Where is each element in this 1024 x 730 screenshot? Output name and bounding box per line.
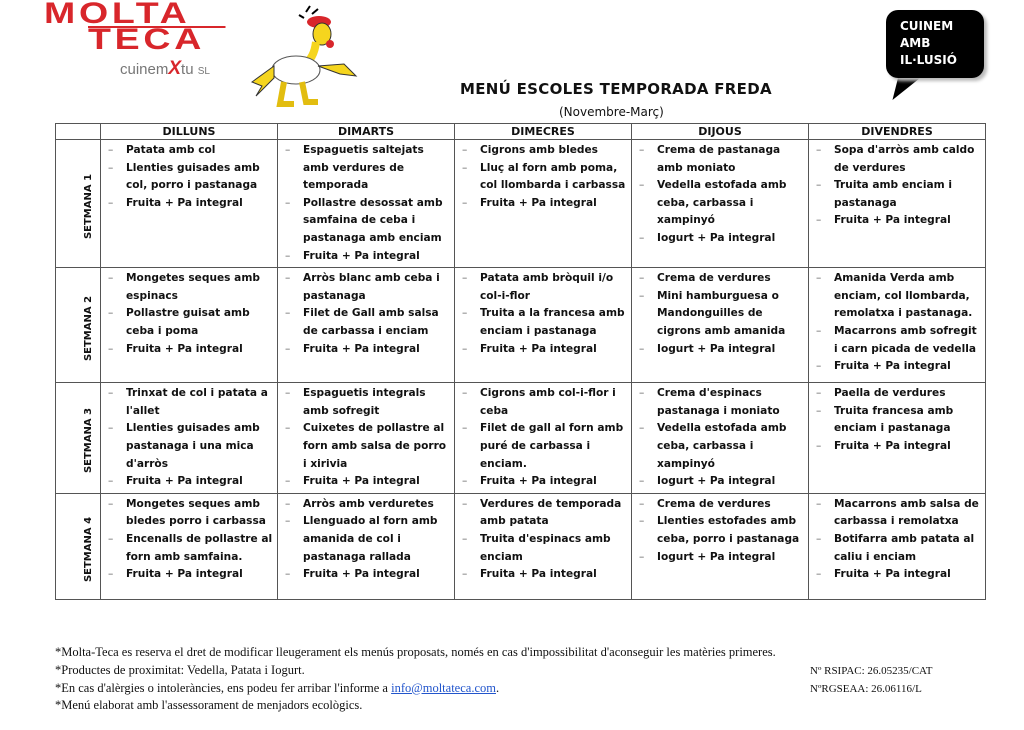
dish-item: – Lluç al forn amb poma, col llombarda i carbassa [460,160,627,195]
dish-item: – Fruita + Pa integral [814,358,981,376]
dish-item: – Espaguetis saltejats amb verdures de temporada [283,142,450,195]
dish-item: – Fruita + Pa integral [814,566,981,584]
dish-item: – Fruita + Pa integral [283,566,450,584]
speech-bubble [886,10,984,78]
week-row [56,383,986,494]
tag-pre: cuinem [120,61,169,78]
dish-item: – Filet de Gall amb salsa de carbassa i enciam [283,305,450,340]
dish-item: – Amanida Verda amb enciam, col llombarda, remolatxa i pastanaga. [814,270,981,323]
dish-item: – Cigrons amb bledes [460,142,627,160]
menu-cell [632,268,809,383]
dish-item: – Mongetes seques amb bledes porro i carbassa [106,496,273,531]
footer-note: *Productes de proximitat: Vedella, Patata i Iogurt. [55,662,305,677]
menu-cell [809,493,986,599]
footer-note: *Molta-Teca es reserva el dret de modificar lleugerament els menús proposats, només en cas d'impossibilitat d'aconseguir les matèries primeres. [55,645,776,659]
dish-item: – Truita d'espinacs amb enciam [460,531,627,566]
dish-item: – Iogurt + Pa integral [637,230,804,248]
menu-cell [632,140,809,268]
dish-item: – Fruita + Pa integral [460,566,627,584]
dish-item: – Fruita + Pa integral [106,473,273,491]
dish-item: – Fruita + Pa integral [106,566,273,584]
dish-item: – Pollastre desossat amb samfaina de ceba i pastanaga amb enciam [283,195,450,248]
dish-item: – Crema de verdures [637,496,804,514]
week-row [56,493,986,599]
menu-cell [632,493,809,599]
dish-item: – Truita francesa amb enciam i pastanaga [814,403,981,438]
dish-item: – Fruita + Pa integral [283,248,450,266]
dish-item: – Trinxat de col i patata a l'allet [106,385,273,420]
dish-item: – Iogurt + Pa integral [637,473,804,491]
menu-cell [632,383,809,494]
dish-item: – Fruita + Pa integral [814,212,981,230]
dish-item: – Mongetes seques amb espinacs [106,270,273,305]
page-title: MENÚ ESCOLES TEMPORADA FREDA [460,80,772,98]
dish-item: – Fruita + Pa integral [814,438,981,456]
menu-table [55,123,986,600]
footer-note [55,680,776,698]
dish-item: – Arròs blanc amb ceba i pastanaga [283,270,450,305]
day-header-dimarts: DIMARTS [278,124,455,140]
rgseaa-number: NºRGSEAA: 26.06116/L [810,683,922,695]
chicken-mascot-icon [244,4,366,108]
dish-item: – Llenties estofades amb ceba, porro i pastanaga [637,513,804,548]
day-header-divendres: DIVENDRES [809,124,986,140]
day-header-dimecres: DIMECRES [455,124,632,140]
menu-cell [101,268,278,383]
bubble-line: AMB [900,36,931,50]
dish-item: – Espaguetis integrals amb sofregit [283,385,450,420]
dish-item: – Iogurt + Pa integral [637,549,804,567]
tag-post: tu [181,61,194,78]
week-label: SETMANA 2 [83,295,95,361]
dish-item: – Paella de verdures [814,385,981,403]
menu-cell [101,140,278,268]
dish-item: – Iogurt + Pa integral [637,341,804,359]
menu-cell [455,383,632,494]
dish-item: – Fruita + Pa integral [106,341,273,359]
dish-item: – Patata amb bròquil i/o col-i-flor [460,270,627,305]
menu-cell [455,140,632,268]
menu-cell [809,140,986,268]
dish-item: – Fruita + Pa integral [460,473,627,491]
dish-item: – Fruita + Pa integral [460,341,627,359]
tag-x: X [168,58,182,79]
menu-cell [101,383,278,494]
week-label: SETMANA 3 [83,408,95,474]
table-header-row [56,124,986,140]
dish-item: – Macarrons amb salsa de carbassa i remolatxa [814,496,981,531]
menu-cell [455,493,632,599]
dish-item: – Botifarra amb patata al caliu i enciam [814,531,981,566]
note-text: . [495,680,500,695]
dish-item: – Crema de verdures [637,270,804,288]
dish-item: – Mini hamburguesa o Mandonguilles de cigrons amb amanida [637,288,804,341]
footer-note: *Menú elaborat amb l'assessorament de menjadors ecològics. [55,698,363,713]
dish-item: – Fruita + Pa integral [283,473,450,491]
footer-notes [55,644,776,715]
dish-item: – Verdures de temporada amb patata [460,496,627,531]
dish-item: – Encenalls de pollastre al forn amb samfaina. [106,531,273,566]
menu-cell [809,268,986,383]
bubble-line: CUINEM [900,19,954,33]
dish-item: – Crema de pastanaga amb moniato [637,142,804,177]
week-label-cell [56,383,101,494]
menu-cell [278,140,455,268]
week-label: SETMANA 1 [83,174,95,240]
corner-cell [56,124,101,140]
dish-item: – Macarrons amb sofregit i carn picada de vedella [814,323,981,358]
tag-sl: SL [197,66,210,77]
menu-cell [809,383,986,494]
dish-item: – Crema d'espinacs pastanaga i moniato [637,385,804,420]
day-header-dijous: DIJOUS [632,124,809,140]
dish-item: – Llenties guisades amb pastanaga i una mica d'arròs [106,420,273,473]
dish-item: – Cigrons amb col-i-flor i ceba [460,385,627,420]
dish-item: – Cuixetes de pollastre al forn amb salsa de porro i xirivia [283,420,450,473]
dish-item: – Fruita + Pa integral [460,195,627,213]
molta-teca-logo [44,2,244,80]
dish-item: – Truita amb enciam i pastanaga [814,177,981,212]
dish-item: – Sopa d'arròs amb caldo de verdures [814,142,981,177]
week-label: SETMANA 4 [83,516,95,582]
note-text: *En cas d'alèrgies o intoleràncies, ens podeu fer arribar l'informe a [55,680,392,695]
week-label-cell [56,493,101,599]
bubble-line: IL·LUSIÓ [900,53,957,67]
day-header-dilluns: DILLUNS [101,124,278,140]
dish-item: – Fruita + Pa integral [106,195,273,213]
dish-item: – Patata amb col [106,142,273,160]
dish-item: – Pollastre guisat amb ceba i poma [106,305,273,340]
menu-cell [278,268,455,383]
logo-teca: TECA [88,26,226,52]
logo-tagline [120,58,244,80]
page-subtitle: (Novembre-Març) [559,105,664,119]
menu-cell [455,268,632,383]
dish-item: – Llenguado al forn amb amanida de col i pastanaga rallada [283,513,450,566]
week-row [56,140,986,268]
dish-item: – Llenties guisades amb col, porro i pastanaga [106,160,273,195]
email-link[interactable]: info@moltateca.com [391,680,496,695]
rsipac-number: Nº RSIPAC: 26.05235/CAT [810,665,933,677]
week-label-cell [56,140,101,268]
logo-molta: MOLTA [44,0,191,30]
dish-item: – Arròs amb verduretes [283,496,450,514]
dish-item: – Filet de gall al forn amb puré de carbassa i enciam. [460,420,627,473]
dish-item: – Truita a la francesa amb enciam i pastanaga [460,305,627,340]
menu-cell [278,493,455,599]
dish-item: – Vedella estofada amb ceba, carbassa i xampinyó [637,177,804,230]
menu-cell [101,493,278,599]
dish-item: – Fruita + Pa integral [283,341,450,359]
week-row [56,268,986,383]
week-label-cell [56,268,101,383]
dish-item: – Vedella estofada amb ceba, carbassa i xampinyó [637,420,804,473]
menu-cell [278,383,455,494]
